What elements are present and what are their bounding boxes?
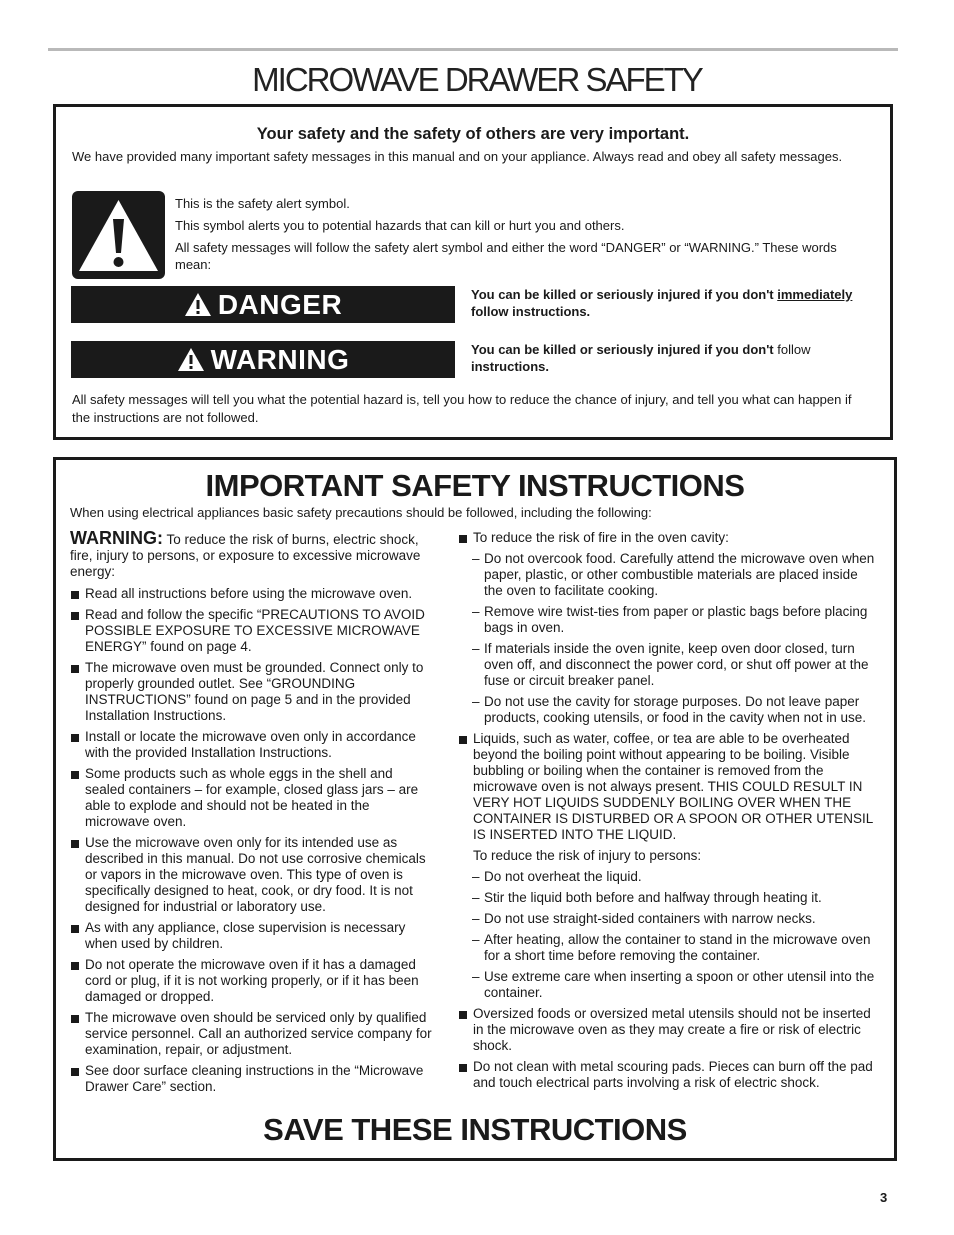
warning-label: WARNING	[210, 343, 350, 375]
safety-heading: Your safety and the safety of others are very important.	[256, 125, 690, 143]
safety-message-box	[53, 104, 893, 440]
list-item: Do not operate the microwave oven if it has a damaged cord or plug, if it is not working properly, or if it has been damaged or dropped.	[70, 957, 432, 1005]
alert-line: All safety messages will follow the safety alert symbol and either the word “DANGER” or “WARNING.” These words mean:	[175, 240, 837, 272]
list-item: Oversized foods or oversized metal utensils should not be inserted in the microwave oven as they may create a fire or risk of electric shock.	[458, 1006, 880, 1054]
warning-word: WARNING:	[70, 528, 163, 548]
sub-item: – Do not use straight-sided containers with narrow necks.	[458, 911, 880, 927]
warning-description: You can be killed or seriously injured if you don't follow instructions.	[471, 342, 811, 374]
instructions-left-column	[70, 530, 432, 1100]
list-item: Liquids, such as water, coffee, or tea are able to be overheated beyond the boiling point without appearing to be boiling. Visible bubbling or boiling when the container is removed from the microwave oven is not always present. THIS COULD RESULT IN VERY HOT LIQUIDS SUDDENLY BOILING OVER WHEN THE CONTAINER IS DISTURBED OR A SPOON OR OTHER UTENSIL IS INSERTED INTO THE LIQUID.	[458, 731, 880, 843]
sub-item: – If materials inside the oven ignite, keep oven door closed, turn oven off, and disconnect the power cord, or shut off power at the fuse or circuit breaker panel.	[458, 641, 880, 689]
list-item: To reduce the risk of fire in the oven cavity:	[458, 530, 880, 546]
instructions-right-column	[458, 530, 880, 1096]
danger-description: You can be killed or seriously injured if you don't immediately follow instructions.	[471, 287, 853, 319]
list-item: See door surface cleaning instructions in the “Microwave Drawer Care” section.	[70, 1063, 432, 1095]
sub-item: – Do not overheat the liquid.	[458, 869, 880, 885]
alert-explanation	[175, 195, 875, 278]
danger-emphasis: immediately	[777, 287, 853, 302]
list-item: Some products such as whole eggs in the shell and sealed containers – for example, closed glass jars – are able to explode and should not be heated in the microwave oven.	[70, 766, 432, 830]
sub-item: – Do not overcook food. Carefully attend the microwave oven when paper, plastic, or other combustible materials are placed inside the oven to facilitate cooking.	[458, 551, 880, 599]
sub-item: – Stir the liquid both before and halfway through heating it.	[458, 890, 880, 906]
instructions-title: IMPORTANT SAFETY INSTRUCTIONS	[205, 468, 745, 503]
warning-banner	[71, 341, 455, 378]
sub-lead: To reduce the risk of injury to persons:	[473, 848, 702, 863]
list-item: Do not clean with metal scouring pads. Pieces can burn off the pad and touch electrical parts involving a risk of electric shock.	[458, 1059, 880, 1091]
alert-line: This symbol alerts you to potential hazards that can kill or hurt you and others.	[175, 218, 625, 233]
danger-alert-icon	[184, 292, 212, 317]
list-item: The microwave oven must be grounded. Connect only to properly grounded outlet. See “GROUNDING INSTRUCTIONS” found on page 5 and in the provided Installation Instructions.	[70, 660, 432, 724]
sub-item: – Remove wire twist-ties from paper or plastic bags before placing bags in oven.	[458, 604, 880, 636]
safety-footer: All safety messages will tell you what the potential hazard is, tell you how to reduce the chance of injury, and tell you what can happen if the instructions are not followed.	[72, 392, 852, 425]
list-item: Use the microwave oven only for its intended use as described in this manual. Do not use corrosive chemicals or vapors in the microwave oven. This type of oven is specifically designed to heat, cook, or dry food. It is not designed for industrial or laboratory use.	[70, 835, 432, 915]
danger-label: DANGER	[217, 288, 343, 320]
page-title: MICROWAVE DRAWER SAFETY	[252, 61, 702, 98]
safety-alert-icon	[72, 191, 165, 279]
list-item: Install or locate the microwave oven only in accordance with the provided Installation Instructions.	[70, 729, 432, 761]
instructions-intro: When using electrical appliances basic safety precautions should be followed, including the following:	[70, 505, 652, 520]
list-item: The microwave oven should be serviced only by qualified service personnel. Call an authorized service company for examination, repair, or adjustment.	[70, 1010, 432, 1058]
important-instructions-box	[53, 457, 897, 1161]
top-rule	[48, 48, 898, 51]
save-instructions-title: SAVE THESE INSTRUCTIONS	[263, 1112, 687, 1147]
danger-banner	[71, 286, 455, 323]
list-item: Read and follow the specific “PRECAUTIONS TO AVOID POSSIBLE EXPOSURE TO EXCESSIVE MICROWAVE ENERGY” found on page 4.	[70, 607, 432, 655]
warning-emphasis: follow	[777, 342, 811, 357]
list-item: As with any appliance, close supervision is necessary when used by children.	[70, 920, 432, 952]
warning-alert-icon	[177, 347, 205, 372]
warning-lead: WARNING: To reduce the risk of burns, electric shock, fire, injury to persons, or exposure to excessive microwave energy:	[70, 528, 421, 579]
list-item: Read all instructions before using the microwave oven.	[70, 586, 432, 602]
page-number: 3	[880, 1190, 888, 1205]
sub-item: – After heating, allow the container to stand in the microwave oven for a short time before removing the container.	[458, 932, 880, 964]
sub-item: – Do not use the cavity for storage purposes. Do not leave paper products, cooking utensils, or food in the cavity when not in use.	[458, 694, 880, 726]
sub-item: – Use extreme care when inserting a spoon or other utensil into the container.	[458, 969, 880, 1001]
alert-line: This is the safety alert symbol.	[175, 196, 350, 211]
safety-intro: We have provided many important safety messages in this manual and on your appliance. Always read and obey all safety messages.	[72, 149, 843, 164]
